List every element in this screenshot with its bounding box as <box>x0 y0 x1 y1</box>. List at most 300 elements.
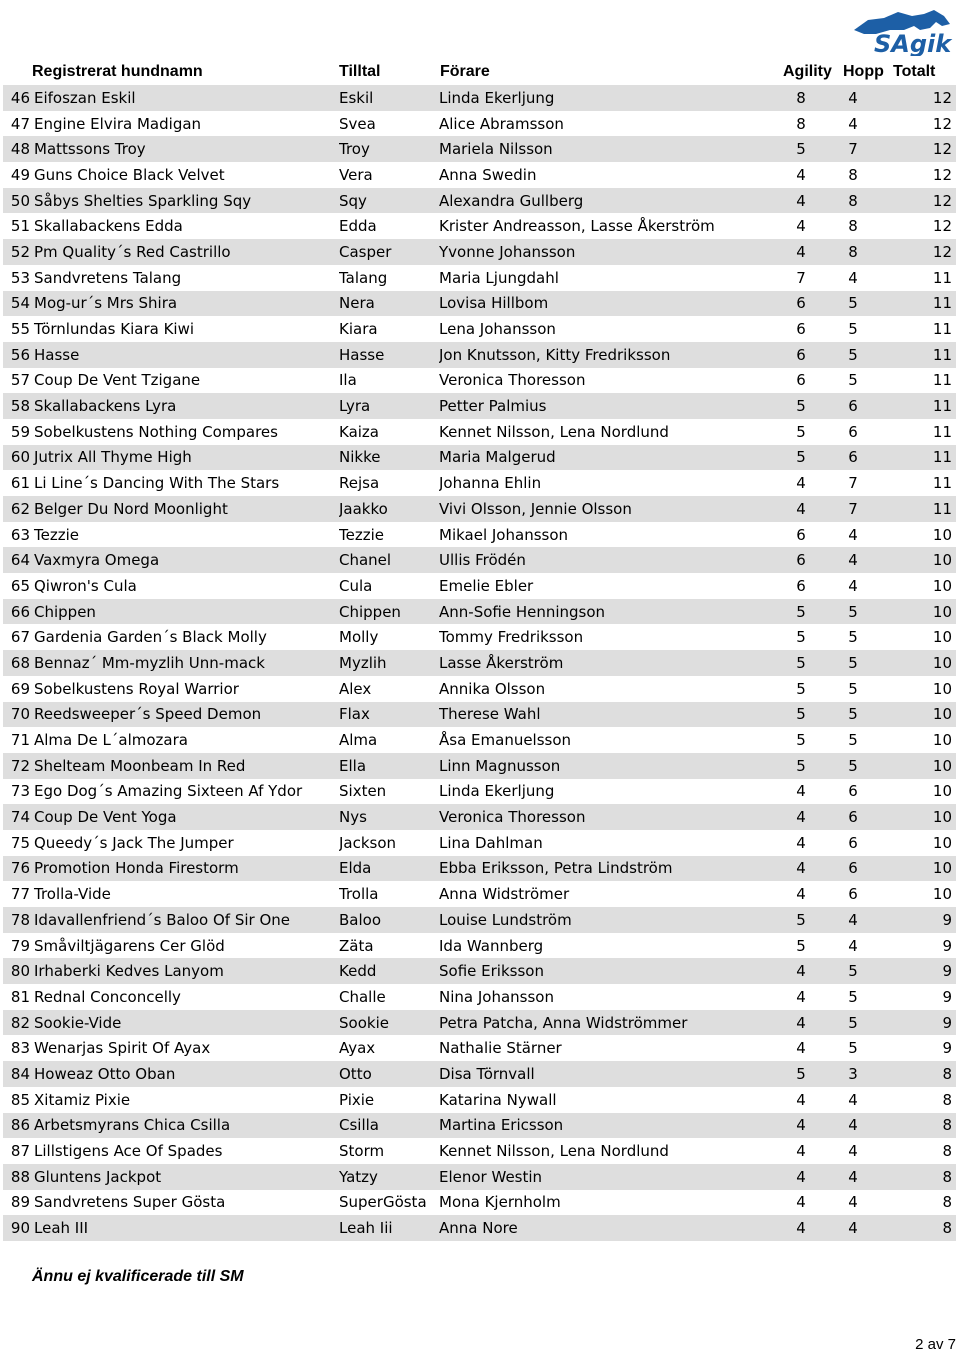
handler-name: Lovisa Hillbom <box>439 291 793 317</box>
dog-name: Hasse <box>32 342 339 368</box>
spacer <box>809 1215 845 1241</box>
dog-name: Coup De Vent Tzigane <box>32 368 339 394</box>
total-points: 9 <box>861 933 956 959</box>
total-points: 11 <box>861 342 956 368</box>
agility-points: 6 <box>793 342 809 368</box>
total-points: 11 <box>861 316 956 342</box>
spacer <box>809 702 845 728</box>
jump-points: 6 <box>845 445 861 471</box>
agility-points: 5 <box>793 599 809 625</box>
dog-name: Belger Du Nord Moonlight <box>32 496 339 522</box>
handler-name: Martina Ericsson <box>439 1113 793 1139</box>
dog-name: Reedsweeper´s Speed Demon <box>32 702 339 728</box>
dog-name: Skallabackens Edda <box>32 213 339 239</box>
spacer <box>809 342 845 368</box>
call-name: Chanel <box>339 547 439 573</box>
total-points: 10 <box>861 881 956 907</box>
spacer <box>809 85 845 111</box>
table-row <box>3 727 956 753</box>
row-position: 55 <box>3 316 32 342</box>
table-row <box>3 188 956 214</box>
row-position: 56 <box>3 342 32 368</box>
jump-points: 8 <box>845 162 861 188</box>
handler-name: Yvonne Johansson <box>439 239 793 265</box>
agility-points: 4 <box>793 1010 809 1036</box>
table-row <box>3 933 956 959</box>
row-position: 74 <box>3 804 32 830</box>
dog-name: Irhaberki Kedves Lanyom <box>32 958 339 984</box>
table-row <box>3 907 956 933</box>
agility-points: 5 <box>793 676 809 702</box>
header-total: Totalt <box>893 63 936 80</box>
total-points: 12 <box>861 188 956 214</box>
total-points: 8 <box>861 1164 956 1190</box>
jump-points: 5 <box>845 368 861 394</box>
agility-points: 6 <box>793 522 809 548</box>
spacer <box>809 881 845 907</box>
jump-points: 6 <box>845 804 861 830</box>
total-points: 11 <box>861 291 956 317</box>
total-points: 10 <box>861 676 956 702</box>
spacer <box>809 136 845 162</box>
jump-points: 4 <box>845 265 861 291</box>
handler-name: Louise Lundström <box>439 907 793 933</box>
header-jump: Hopp <box>843 63 884 80</box>
agility-points: 4 <box>793 804 809 830</box>
spacer <box>809 188 845 214</box>
handler-name: Tommy Fredriksson <box>439 624 793 650</box>
total-points: 9 <box>861 984 956 1010</box>
jump-points: 5 <box>845 958 861 984</box>
handler-name: Åsa Emanuelsson <box>439 727 793 753</box>
call-name: Zäta <box>339 933 439 959</box>
agility-points: 4 <box>793 1035 809 1061</box>
total-points: 9 <box>861 1035 956 1061</box>
spacer <box>809 1113 845 1139</box>
handler-name: Linn Magnusson <box>439 753 793 779</box>
dog-name: Engine Elvira Madigan <box>32 111 339 137</box>
jump-points: 6 <box>845 856 861 882</box>
handler-name: Linda Ekerljung <box>439 779 793 805</box>
call-name: Baloo <box>339 907 439 933</box>
handler-name: Annika Olsson <box>439 676 793 702</box>
handler-name: Petra Patcha, Anna Widströmmer <box>439 1010 793 1036</box>
call-name: Nikke <box>339 445 439 471</box>
table-row <box>3 881 956 907</box>
call-name: Molly <box>339 624 439 650</box>
spacer <box>809 907 845 933</box>
total-points: 10 <box>861 522 956 548</box>
table-row <box>3 1035 956 1061</box>
table-row <box>3 445 956 471</box>
handler-name: Ullis Frödén <box>439 547 793 573</box>
agility-points: 4 <box>793 779 809 805</box>
total-points: 10 <box>861 753 956 779</box>
row-position: 66 <box>3 599 32 625</box>
dog-name: Ego Dog´s Amazing Sixteen Af Ydor <box>32 779 339 805</box>
handler-name: Maria Ljungdahl <box>439 265 793 291</box>
agility-points: 5 <box>793 445 809 471</box>
agility-points: 4 <box>793 1087 809 1113</box>
jump-points: 5 <box>845 650 861 676</box>
agility-points: 5 <box>793 907 809 933</box>
row-position: 52 <box>3 239 32 265</box>
jump-points: 5 <box>845 984 861 1010</box>
spacer <box>809 1010 845 1036</box>
dog-name: Queedy´s Jack The Jumper <box>32 830 339 856</box>
total-points: 10 <box>861 650 956 676</box>
jump-points: 4 <box>845 907 861 933</box>
call-name: SuperGösta <box>339 1190 439 1216</box>
handler-name: Ida Wannberg <box>439 933 793 959</box>
handler-name: Disa Törnvall <box>439 1061 793 1087</box>
spacer <box>809 265 845 291</box>
table-row <box>3 1138 956 1164</box>
dog-name: Pm Quality´s Red Castrillo <box>32 239 339 265</box>
spacer <box>809 650 845 676</box>
total-points: 10 <box>861 573 956 599</box>
total-points: 12 <box>861 162 956 188</box>
table-row <box>3 470 956 496</box>
spacer <box>809 111 845 137</box>
call-name: Sookie <box>339 1010 439 1036</box>
jump-points: 4 <box>845 573 861 599</box>
spacer <box>809 856 845 882</box>
dog-name: Skallabackens Lyra <box>32 393 339 419</box>
call-name: Chippen <box>339 599 439 625</box>
spacer <box>809 1138 845 1164</box>
agility-points: 4 <box>793 470 809 496</box>
call-name: Nera <box>339 291 439 317</box>
row-position: 89 <box>3 1190 32 1216</box>
table-row <box>3 676 956 702</box>
call-name: Sqy <box>339 188 439 214</box>
dog-name: Såbys Shelties Sparkling Sqy <box>32 188 339 214</box>
spacer <box>809 239 845 265</box>
sagik-logo <box>846 8 956 56</box>
jump-points: 4 <box>845 1087 861 1113</box>
agility-points: 4 <box>793 496 809 522</box>
agility-points: 4 <box>793 881 809 907</box>
handler-name: Emelie Ebler <box>439 573 793 599</box>
spacer <box>809 573 845 599</box>
jump-points: 5 <box>845 727 861 753</box>
row-position: 65 <box>3 573 32 599</box>
total-points: 11 <box>861 368 956 394</box>
call-name: Jaakko <box>339 496 439 522</box>
agility-points: 5 <box>793 753 809 779</box>
total-points: 8 <box>861 1113 956 1139</box>
results-table <box>3 85 956 1241</box>
total-points: 8 <box>861 1087 956 1113</box>
row-position: 48 <box>3 136 32 162</box>
total-points: 12 <box>861 213 956 239</box>
dog-name: Chippen <box>32 599 339 625</box>
table-row <box>3 830 956 856</box>
jump-points: 5 <box>845 291 861 317</box>
call-name: Storm <box>339 1138 439 1164</box>
header-call-name: Tilltal <box>339 63 381 80</box>
row-position: 64 <box>3 547 32 573</box>
handler-name: Katarina Nywall <box>439 1087 793 1113</box>
handler-name: Lina Dahlman <box>439 830 793 856</box>
table-row <box>3 316 956 342</box>
spacer <box>809 368 845 394</box>
dog-name: Promotion Honda Firestorm <box>32 856 339 882</box>
dog-name: Shelteam Moonbeam In Red <box>32 753 339 779</box>
call-name: Yatzy <box>339 1164 439 1190</box>
table-row <box>3 779 956 805</box>
table-row <box>3 239 956 265</box>
call-name: Vera <box>339 162 439 188</box>
jump-points: 5 <box>845 624 861 650</box>
handler-name: Vivi Olsson, Jennie Olsson <box>439 496 793 522</box>
handler-name: Therese Wahl <box>439 702 793 728</box>
jump-points: 5 <box>845 599 861 625</box>
row-position: 67 <box>3 624 32 650</box>
spacer <box>809 599 845 625</box>
dog-name: Lillstigens Ace Of Spades <box>32 1138 339 1164</box>
handler-name: Mona Kjernholm <box>439 1190 793 1216</box>
dog-name: Wenarjas Spirit Of Ayax <box>32 1035 339 1061</box>
jump-points: 5 <box>845 676 861 702</box>
total-points: 12 <box>861 85 956 111</box>
handler-name: Ebba Eriksson, Petra Lindström <box>439 856 793 882</box>
total-points: 11 <box>861 419 956 445</box>
dog-name: Li Line´s Dancing With The Stars <box>32 470 339 496</box>
jump-points: 5 <box>845 316 861 342</box>
table-row <box>3 162 956 188</box>
handler-name: Lasse Åkerström <box>439 650 793 676</box>
total-points: 8 <box>861 1061 956 1087</box>
spacer <box>809 547 845 573</box>
call-name: Cula <box>339 573 439 599</box>
header-name: Registrerat hundnamn <box>32 63 203 80</box>
table-row <box>3 1010 956 1036</box>
agility-points: 4 <box>793 958 809 984</box>
spacer <box>809 958 845 984</box>
spacer <box>809 316 845 342</box>
jump-points: 5 <box>845 753 861 779</box>
spacer <box>809 496 845 522</box>
total-points: 8 <box>861 1190 956 1216</box>
total-points: 11 <box>861 265 956 291</box>
row-position: 49 <box>3 162 32 188</box>
agility-points: 7 <box>793 265 809 291</box>
jump-points: 4 <box>845 1190 861 1216</box>
call-name: Sixten <box>339 779 439 805</box>
total-points: 11 <box>861 496 956 522</box>
handler-name: Mikael Johansson <box>439 522 793 548</box>
dog-name: Leah III <box>32 1215 339 1241</box>
handler-name: Petter Palmius <box>439 393 793 419</box>
spacer <box>809 779 845 805</box>
agility-points: 5 <box>793 702 809 728</box>
spacer <box>809 1061 845 1087</box>
agility-points: 5 <box>793 933 809 959</box>
table-row <box>3 856 956 882</box>
jump-points: 6 <box>845 830 861 856</box>
call-name: Nys <box>339 804 439 830</box>
table-row <box>3 753 956 779</box>
spacer <box>809 213 845 239</box>
dog-name: Qiwron's Cula <box>32 573 339 599</box>
dog-name: Sobelkustens Nothing Compares <box>32 419 339 445</box>
call-name: Ila <box>339 368 439 394</box>
table-row <box>3 1215 956 1241</box>
spacer <box>809 1087 845 1113</box>
table-row <box>3 342 956 368</box>
agility-points: 5 <box>793 393 809 419</box>
total-points: 10 <box>861 779 956 805</box>
agility-points: 5 <box>793 136 809 162</box>
handler-name: Anna Widströmer <box>439 881 793 907</box>
dog-name: Jutrix All Thyme High <box>32 445 339 471</box>
jump-points: 4 <box>845 85 861 111</box>
row-position: 85 <box>3 1087 32 1113</box>
agility-points: 5 <box>793 624 809 650</box>
table-row <box>3 1113 956 1139</box>
jump-points: 6 <box>845 393 861 419</box>
handler-name: Elenor Westin <box>439 1164 793 1190</box>
total-points: 9 <box>861 907 956 933</box>
table-row <box>3 984 956 1010</box>
spacer <box>809 162 845 188</box>
dog-name: Sandvretens Talang <box>32 265 339 291</box>
agility-points: 4 <box>793 1190 809 1216</box>
total-points: 11 <box>861 393 956 419</box>
total-points: 10 <box>861 727 956 753</box>
table-row <box>3 522 956 548</box>
agility-points: 4 <box>793 984 809 1010</box>
page-number: 2 av 7 <box>915 1336 956 1353</box>
table-row <box>3 573 956 599</box>
results-body <box>3 85 956 1241</box>
table-row <box>3 650 956 676</box>
agility-points: 4 <box>793 162 809 188</box>
dog-silhouette-icon <box>846 8 956 56</box>
handler-name: Anna Swedin <box>439 162 793 188</box>
row-position: 82 <box>3 1010 32 1036</box>
total-points: 11 <box>861 470 956 496</box>
handler-name: Nathalie Stärner <box>439 1035 793 1061</box>
spacer <box>809 445 845 471</box>
call-name: Tezzie <box>339 522 439 548</box>
handler-name: Sofie Eriksson <box>439 958 793 984</box>
row-position: 60 <box>3 445 32 471</box>
call-name: Flax <box>339 702 439 728</box>
agility-points: 6 <box>793 316 809 342</box>
row-position: 63 <box>3 522 32 548</box>
jump-points: 5 <box>845 342 861 368</box>
table-row <box>3 85 956 111</box>
jump-points: 5 <box>845 1035 861 1061</box>
total-points: 10 <box>861 856 956 882</box>
call-name: Edda <box>339 213 439 239</box>
dog-name: Vaxmyra Omega <box>32 547 339 573</box>
handler-name: Johanna Ehlin <box>439 470 793 496</box>
spacer <box>809 984 845 1010</box>
total-points: 10 <box>861 599 956 625</box>
call-name: Eskil <box>339 85 439 111</box>
row-position: 47 <box>3 111 32 137</box>
row-position: 78 <box>3 907 32 933</box>
jump-points: 5 <box>845 1010 861 1036</box>
jump-points: 7 <box>845 470 861 496</box>
jump-points: 7 <box>845 136 861 162</box>
jump-points: 4 <box>845 1215 861 1241</box>
row-position: 77 <box>3 881 32 907</box>
jump-points: 4 <box>845 1113 861 1139</box>
agility-points: 4 <box>793 856 809 882</box>
dog-name: Tezzie <box>32 522 339 548</box>
row-position: 57 <box>3 368 32 394</box>
dog-name: Småviltjägarens Cer Glöd <box>32 933 339 959</box>
agility-points: 4 <box>793 1138 809 1164</box>
total-points: 10 <box>861 547 956 573</box>
dog-name: Arbetsmyrans Chica Csilla <box>32 1113 339 1139</box>
row-position: 70 <box>3 702 32 728</box>
dog-name: Xitamiz Pixie <box>32 1087 339 1113</box>
call-name: Talang <box>339 265 439 291</box>
row-position: 62 <box>3 496 32 522</box>
jump-points: 8 <box>845 188 861 214</box>
call-name: Troy <box>339 136 439 162</box>
call-name: Myzlih <box>339 650 439 676</box>
agility-points: 5 <box>793 727 809 753</box>
row-position: 76 <box>3 856 32 882</box>
total-points: 8 <box>861 1138 956 1164</box>
row-position: 83 <box>3 1035 32 1061</box>
agility-points: 5 <box>793 1061 809 1087</box>
table-row <box>3 702 956 728</box>
spacer <box>809 1164 845 1190</box>
table-row <box>3 111 956 137</box>
table-header <box>0 60 950 84</box>
row-position: 69 <box>3 676 32 702</box>
call-name: Trolla <box>339 881 439 907</box>
total-points: 8 <box>861 1215 956 1241</box>
table-row <box>3 419 956 445</box>
dog-name: Sandvretens Super Gösta <box>32 1190 339 1216</box>
call-name: Ella <box>339 753 439 779</box>
row-position: 58 <box>3 393 32 419</box>
table-row <box>3 958 956 984</box>
table-row <box>3 804 956 830</box>
row-position: 87 <box>3 1138 32 1164</box>
table-row <box>3 291 956 317</box>
handler-name: Nina Johansson <box>439 984 793 1010</box>
handler-name: Linda Ekerljung <box>439 85 793 111</box>
dog-name: Eifoszan Eskil <box>32 85 339 111</box>
total-points: 9 <box>861 1010 956 1036</box>
total-points: 12 <box>861 136 956 162</box>
row-position: 90 <box>3 1215 32 1241</box>
row-position: 86 <box>3 1113 32 1139</box>
row-position: 53 <box>3 265 32 291</box>
call-name: Rejsa <box>339 470 439 496</box>
handler-name: Jon Knutsson, Kitty Fredriksson <box>439 342 793 368</box>
call-name: Pixie <box>339 1087 439 1113</box>
call-name: Hasse <box>339 342 439 368</box>
footer-note: Ännu ej kvalificerade till SM <box>32 1268 244 1285</box>
jump-points: 3 <box>845 1061 861 1087</box>
row-position: 50 <box>3 188 32 214</box>
spacer <box>809 727 845 753</box>
table-row <box>3 368 956 394</box>
logo-text: SAgik <box>874 30 952 56</box>
total-points: 9 <box>861 958 956 984</box>
